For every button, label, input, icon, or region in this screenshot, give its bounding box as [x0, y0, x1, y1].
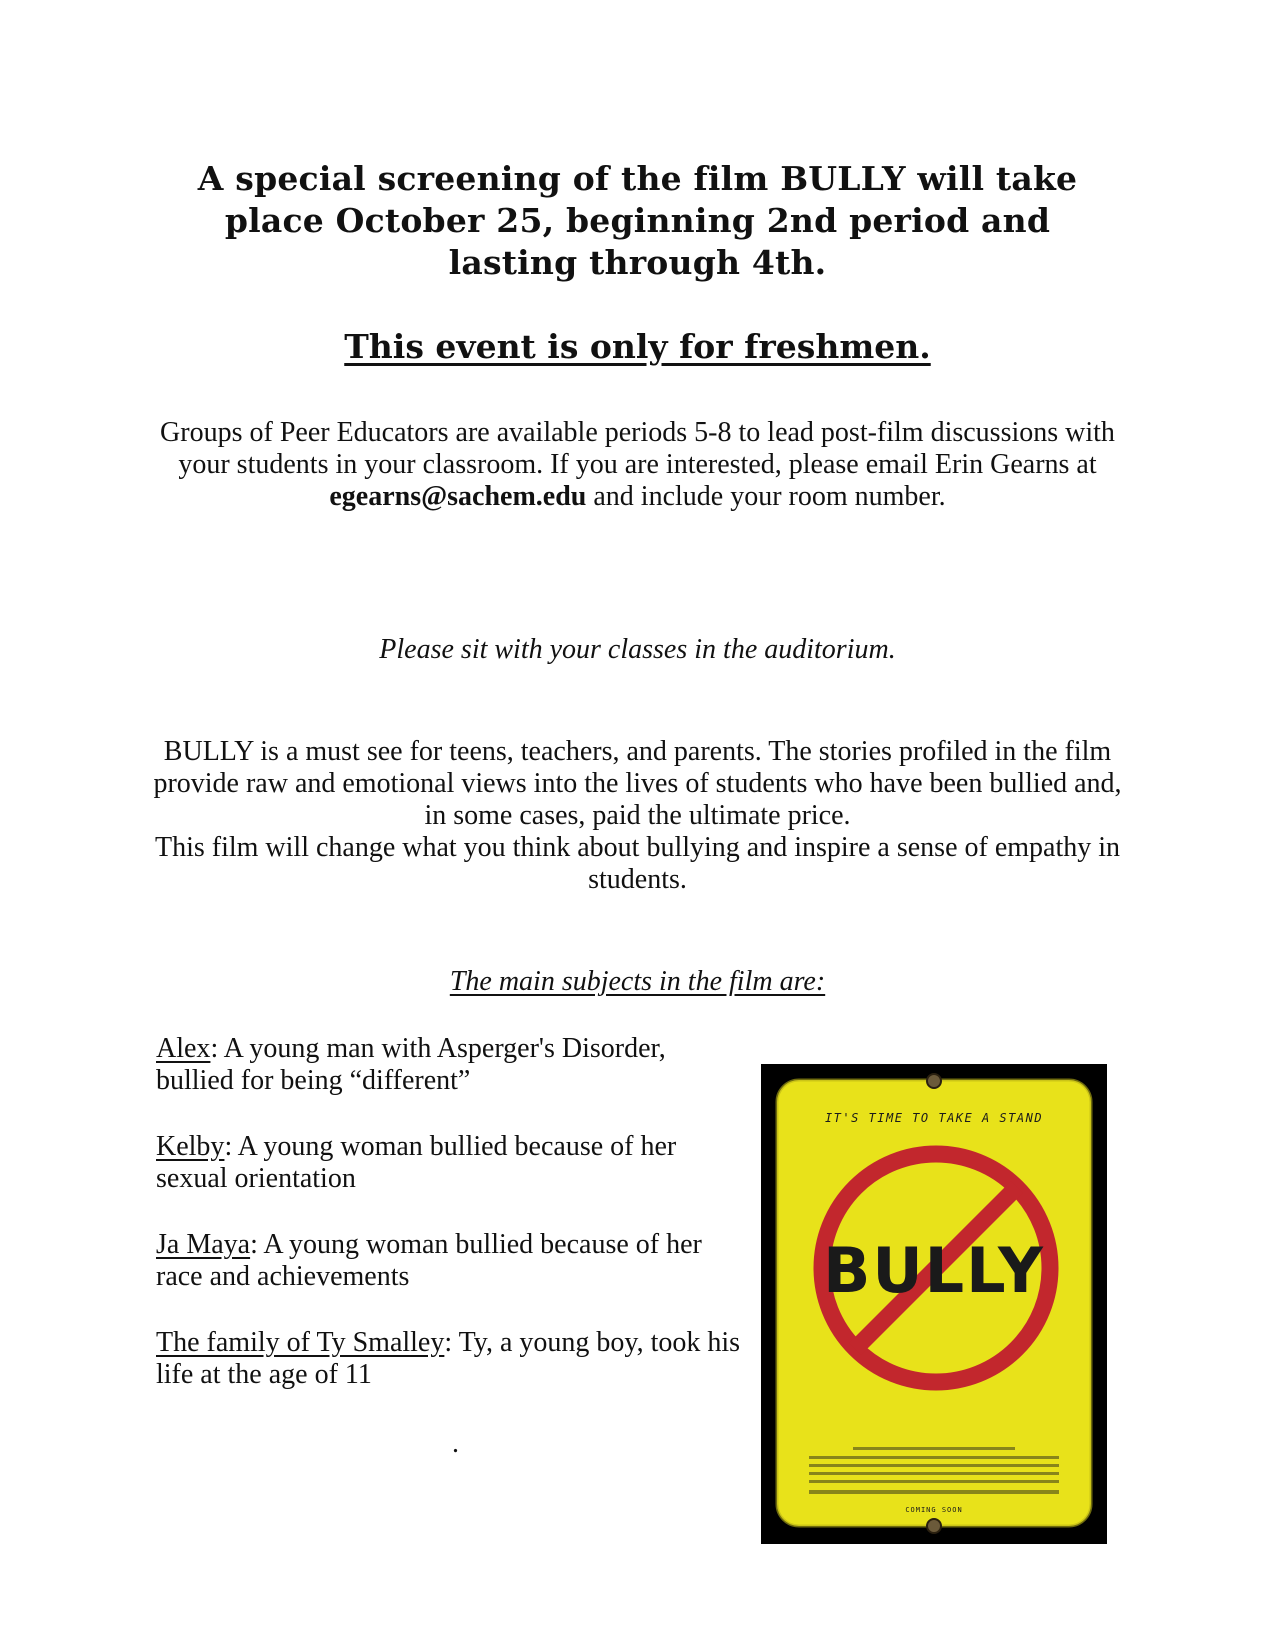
film-description — [150, 736, 1125, 896]
headline-line-2: place October 25, beginning 2nd period and — [224, 201, 1051, 240]
poster-tagline: IT'S TIME TO TAKE A STAND — [824, 1111, 1044, 1125]
subject-description: : A young woman bullied because of her sexual orientation — [156, 1131, 677, 1194]
poster-credit-line — [853, 1447, 1015, 1450]
poster-title: BULLY — [823, 1234, 1045, 1307]
headline-line-3: lasting through 4th. — [448, 243, 827, 282]
subjects-list — [156, 1033, 746, 1425]
subject-name: The family of Ty Smalley — [156, 1327, 445, 1358]
freshmen-notice: This event is only for freshmen. — [344, 327, 931, 366]
film-description-paragraph-2: This film will change what you think about bullying and inspire a sense of empathy in students. — [154, 832, 1121, 895]
subjects-heading: The main subjects in the film are: — [449, 966, 826, 997]
trailing-dot: . — [452, 1428, 459, 1459]
poster-credit-line — [809, 1490, 1059, 1494]
peer-text-before: Groups of Peer Educators are available periods 5-8 to lead post-film discussions with your students in your classroom. If you are interested, please email Erin Gearns at — [160, 417, 1115, 480]
list-item — [156, 1229, 746, 1293]
list-item — [156, 1131, 746, 1195]
screening-headline — [150, 158, 1125, 284]
bully-movie-poster — [761, 1064, 1107, 1544]
subject-name: Ja Maya — [156, 1229, 251, 1260]
subject-description: : Ty, a young boy, took his life at the age of 11 — [156, 1327, 741, 1390]
poster-coming-soon: COMING SOON — [905, 1506, 963, 1514]
poster-artwork — [761, 1064, 1107, 1544]
poster-bolt-icon — [927, 1074, 941, 1088]
subject-name: Alex — [156, 1033, 211, 1064]
poster-credit-line — [809, 1480, 1059, 1483]
contact-email[interactable]: egearns@sachem.edu — [329, 481, 587, 512]
headline-line-1: A special screening of the film BULLY will take — [197, 159, 1078, 198]
poster-credit-line — [809, 1456, 1059, 1459]
subject-name: Kelby — [156, 1131, 225, 1162]
subject-description: : A young man with Asperger's Disorder, bullied for being “different” — [156, 1033, 666, 1096]
peer-educators-paragraph — [150, 417, 1125, 513]
poster-credit-line — [809, 1472, 1059, 1475]
list-item — [156, 1327, 746, 1391]
subject-description: : A young woman bullied because of her race and achievements — [156, 1229, 702, 1292]
peer-text-after: and include your room number. — [586, 481, 946, 512]
poster-bolt-icon — [927, 1519, 941, 1533]
seating-note: Please sit with your classes in the auditorium. — [379, 634, 896, 665]
list-item — [156, 1033, 746, 1097]
poster-credit-line — [809, 1464, 1059, 1467]
film-description-paragraph-1: BULLY is a must see for teens, teachers, and parents. The stories profiled in the film provide raw and emotional views into the lives of students who have been bullied and, in some cases, paid the ultimate price. — [153, 736, 1122, 831]
